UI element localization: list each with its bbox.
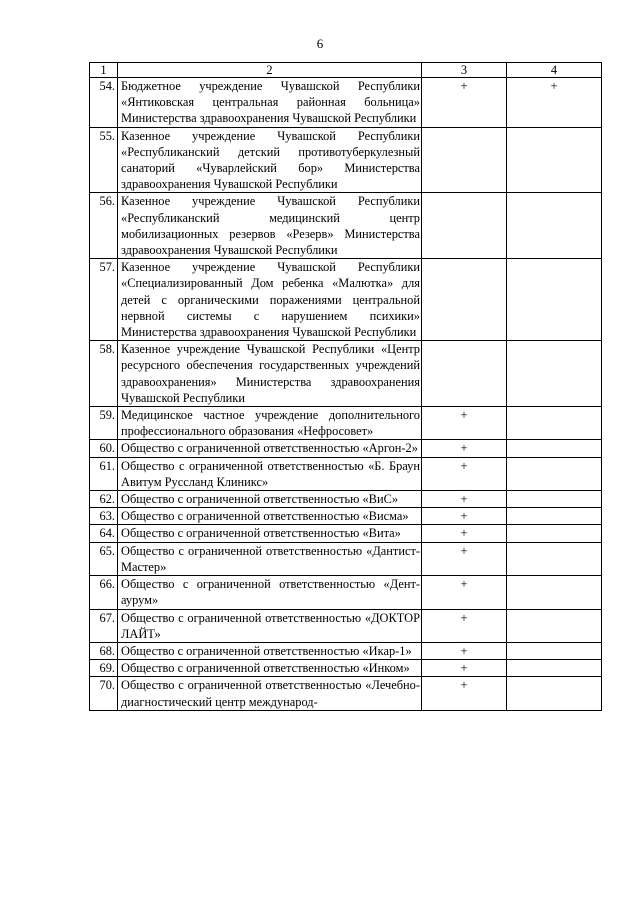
- column-4-mark: [507, 677, 602, 710]
- organization-name: Медицинское частное учреждение дополнительного профессионального образования «Нефросовет»: [118, 407, 422, 440]
- column-3-mark: +: [422, 440, 507, 457]
- row-number: 65.: [90, 542, 118, 575]
- organization-name: Общество с ограниченной ответственностью «Дантист-Мастер»: [118, 542, 422, 575]
- column-3-mark: +: [422, 407, 507, 440]
- row-number: 67.: [90, 609, 118, 642]
- organization-name: Казенное учреждение Чувашской Республики «Республиканский детский противотуберкулезный санаторий «Чуварлейский бор» Министерства здравоохранения Чувашской Республики: [118, 127, 422, 193]
- column-4-mark: +: [507, 78, 602, 128]
- column-4-mark: [507, 259, 602, 341]
- column-4-mark: [507, 491, 602, 508]
- column-4-mark: [507, 407, 602, 440]
- organization-name: Казенное учреждение Чувашской Республики «Специализированный Дом ребенка «Малютка» для детей с органическими поражениями центральной нервной системы с нарушением психики» Министерства здравоохранения Чувашской Республики: [118, 259, 422, 341]
- column-4-mark: [507, 193, 602, 259]
- column-3-mark: +: [422, 508, 507, 525]
- organization-name: Общество с ограниченной ответственностью «Висма»: [118, 508, 422, 525]
- column-3-mark: +: [422, 609, 507, 642]
- organization-name: Казенное учреждение Чувашской Республики «Центр ресурсного обеспечения государственных учреждений здравоохранения» Министерства здравоохранения Чувашской Республики: [118, 341, 422, 407]
- organization-name: Общество с ограниченной ответственностью «ДОКТОР ЛАЙТ»: [118, 609, 422, 642]
- row-number: 66.: [90, 576, 118, 609]
- table-row: [90, 78, 602, 128]
- table-body: [90, 63, 602, 711]
- column-3-mark: +: [422, 525, 507, 542]
- column-header-4: 4: [507, 63, 602, 78]
- column-3-mark: +: [422, 78, 507, 128]
- column-4-mark: [507, 542, 602, 575]
- organization-name: Общество с ограниченной ответственностью «Дент-аурум»: [118, 576, 422, 609]
- row-number: 59.: [90, 407, 118, 440]
- row-number: 68.: [90, 642, 118, 659]
- organization-name: Общество с ограниченной ответственностью «Вита»: [118, 525, 422, 542]
- table-row: [90, 457, 602, 490]
- table-row: [90, 525, 602, 542]
- column-4-mark: [507, 508, 602, 525]
- organization-name: Общество с ограниченной ответственностью «Икар-1»: [118, 642, 422, 659]
- table-row: [90, 642, 602, 659]
- table-row: [90, 341, 602, 407]
- row-number: 69.: [90, 660, 118, 677]
- column-3-mark: +: [422, 542, 507, 575]
- column-3-mark: +: [422, 457, 507, 490]
- table-header-row: [90, 63, 602, 78]
- organization-name: Общество с ограниченной ответственностью «Аргон-2»: [118, 440, 422, 457]
- organization-name: Общество с ограниченной ответственностью «Лечебно-диагностический центр международ-: [118, 677, 422, 710]
- row-number: 55.: [90, 127, 118, 193]
- column-4-mark: [507, 440, 602, 457]
- column-3-mark: [422, 193, 507, 259]
- organization-name: Бюджетное учреждение Чувашской Республики «Янтиковская центральная районная больница» Министерства здравоохранения Чувашской Республики: [118, 78, 422, 128]
- organization-name: Общество с ограниченной ответственностью «ВиС»: [118, 491, 422, 508]
- column-3-mark: +: [422, 491, 507, 508]
- column-4-mark: [507, 609, 602, 642]
- row-number: 56.: [90, 193, 118, 259]
- column-3-mark: [422, 127, 507, 193]
- row-number: 70.: [90, 677, 118, 710]
- table-row: [90, 660, 602, 677]
- table-row: [90, 576, 602, 609]
- table-row: [90, 491, 602, 508]
- column-3-mark: +: [422, 642, 507, 659]
- row-number: 64.: [90, 525, 118, 542]
- table-row: [90, 127, 602, 193]
- column-4-mark: [507, 660, 602, 677]
- column-4-mark: [507, 457, 602, 490]
- table-row: [90, 440, 602, 457]
- column-3-mark: +: [422, 677, 507, 710]
- table-row: [90, 677, 602, 710]
- column-header-1: 1: [90, 63, 118, 78]
- row-number: 58.: [90, 341, 118, 407]
- column-4-mark: [507, 642, 602, 659]
- row-number: 63.: [90, 508, 118, 525]
- row-number: 54.: [90, 78, 118, 128]
- table-row: [90, 407, 602, 440]
- row-number: 62.: [90, 491, 118, 508]
- column-4-mark: [507, 576, 602, 609]
- column-header-3: 3: [422, 63, 507, 78]
- page-number: 6: [316, 36, 324, 51]
- table-row: [90, 508, 602, 525]
- row-number: 61.: [90, 457, 118, 490]
- organization-name: Общество с ограниченной ответственностью «Б. Браун Авитум Руссланд Клиникс»: [118, 457, 422, 490]
- table-row: [90, 259, 602, 341]
- table-row: [90, 193, 602, 259]
- column-4-mark: [507, 525, 602, 542]
- column-3-mark: [422, 341, 507, 407]
- table-row: [90, 542, 602, 575]
- row-number: 60.: [90, 440, 118, 457]
- column-4-mark: [507, 341, 602, 407]
- column-3-mark: +: [422, 660, 507, 677]
- column-3-mark: [422, 259, 507, 341]
- row-number: 57.: [90, 259, 118, 341]
- organization-name: Казенное учреждение Чувашской Республики «Республиканский медицинский центр мобилизационных резервов «Резерв» Министерства здравоохранения Чувашской Республики: [118, 193, 422, 259]
- column-header-2: 2: [118, 63, 422, 78]
- table-row: [90, 609, 602, 642]
- column-3-mark: +: [422, 576, 507, 609]
- organizations-table: [89, 62, 602, 711]
- column-4-mark: [507, 127, 602, 193]
- organization-name: Общество с ограниченной ответственностью «Инком»: [118, 660, 422, 677]
